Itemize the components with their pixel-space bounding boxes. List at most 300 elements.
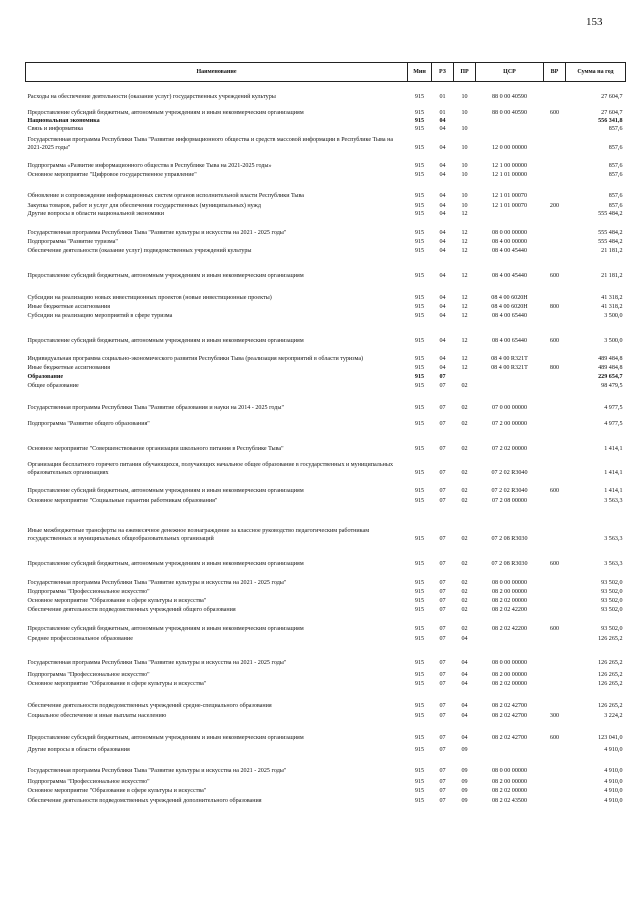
cell-sum: 93 502,0 (601, 588, 623, 595)
cell-min: 915 (414, 671, 425, 678)
cell-csr: 12 1 01 00070 (491, 202, 528, 209)
cell-min: 915 (414, 702, 425, 709)
cell-sum: 555 484,2 (598, 210, 623, 217)
table-row (26, 615, 626, 634)
cell-sum: 1 414,1 (604, 445, 623, 452)
cell-name: Обеспечение деятельности подведомственных учреждений дополнительного образования (27, 797, 262, 804)
cell-vr (544, 219, 566, 238)
cell-rz: 07 (439, 445, 446, 452)
cell-vr: 800 (549, 303, 560, 310)
cell-min: 915 (414, 497, 425, 504)
cell-pr: 04 (461, 659, 468, 666)
cell-min: 915 (414, 469, 425, 476)
cell-pr: 12 (461, 337, 468, 344)
cell-csr: 07 2 02 R3040 (491, 487, 528, 494)
cell-min: 915 (414, 787, 425, 794)
cell-pr: 10 (461, 144, 468, 151)
cell-name: Предоставление субсидий бюджетным, автономным учреждениям и иным некоммерческим организациям (27, 109, 304, 116)
table-row (26, 680, 626, 689)
cell-sum: 857,6 (608, 162, 623, 169)
cell-csr: 08 4 00 6020Н (491, 294, 528, 301)
cell-pr: 09 (461, 746, 468, 753)
cell-pr: 02 (461, 420, 468, 427)
cell-pr: 02 (461, 597, 468, 604)
cell-vr (544, 118, 566, 126)
cell-csr: 07 2 08 R3030 (491, 560, 528, 567)
cell-sum: 229 654,7 (598, 373, 623, 380)
cell-min: 915 (414, 171, 425, 178)
cell-pr: 02 (461, 487, 468, 494)
cell-pr: 09 (461, 797, 468, 804)
cell-pr: 12 (461, 294, 468, 301)
cell-sum: 489 484,8 (598, 355, 623, 362)
cell-sum: 27 604,7 (601, 93, 623, 100)
cell-csr: 08 2 02 42700 (491, 734, 528, 741)
cell-sum: 555 484,2 (598, 229, 623, 236)
cell-vr (544, 153, 566, 171)
cell-rz: 04 (439, 162, 446, 169)
cell-name: Расходы на обеспечение деятельности (оказание услуг) государственных учреждений культуры (27, 93, 276, 100)
cell-csr: 08 2 02 00000 (491, 680, 528, 687)
cell-name: Субсидии на реализацию мероприятий в сфере туризма (27, 312, 173, 319)
cell-min: 915 (414, 420, 425, 427)
cell-csr (476, 211, 544, 219)
cell-sum: 123 041,0 (598, 734, 623, 741)
cell-min: 915 (414, 767, 425, 774)
table-row (26, 391, 626, 413)
cell-csr: 08 2 00 00000 (491, 588, 528, 595)
cell-vr (544, 382, 566, 391)
cell-pr: 02 (461, 588, 468, 595)
cell-min: 915 (414, 247, 425, 254)
cell-min: 915 (414, 337, 425, 344)
cell-min: 915 (414, 535, 425, 542)
cell-csr: 12 0 00 00000 (491, 144, 528, 151)
table-row (26, 796, 626, 806)
cell-rz: 07 (439, 469, 446, 476)
cell-rz: 04 (439, 171, 446, 178)
cell-sum: 27 604,7 (601, 109, 623, 116)
cell-sum: 93 502,0 (601, 606, 623, 613)
cell-sum: 3 563,3 (604, 560, 623, 567)
cell-pr: 09 (461, 767, 468, 774)
cell-csr: 07 2 00 00000 (491, 420, 528, 427)
cell-min: 915 (414, 606, 425, 613)
table-row (26, 373, 626, 382)
cell-vr (544, 680, 566, 689)
cell-rz: 04 (439, 247, 446, 254)
cell-sum: 857,6 (608, 202, 623, 209)
table-row (26, 134, 626, 153)
cell-rz: 07 (439, 671, 446, 678)
table-row (26, 711, 626, 721)
cell-vr (544, 597, 566, 606)
cell-csr: 08 2 02 00000 (491, 787, 528, 794)
cell-vr (544, 569, 566, 588)
cell-sum: 126 265,2 (598, 671, 623, 678)
table-row (26, 126, 626, 134)
cell-vr (544, 634, 566, 644)
cell-min: 915 (414, 680, 425, 687)
cell-rz: 07 (439, 535, 446, 542)
cell-min: 915 (414, 797, 425, 804)
cell-pr: 12 (461, 355, 468, 362)
cell-csr: 08 0 00 00000 (491, 229, 528, 236)
cell-min: 915 (414, 597, 425, 604)
cell-min: 915 (414, 355, 425, 362)
table-row (26, 721, 626, 743)
cell-min: 915 (414, 202, 425, 209)
table-row (26, 776, 626, 787)
cell-vr (544, 644, 566, 668)
cell-rz: 01 (439, 93, 446, 100)
cell-vr (544, 413, 566, 429)
cell-vr: 600 (549, 560, 560, 567)
cell-vr (544, 588, 566, 597)
cell-vr (544, 776, 566, 787)
cell-csr (476, 373, 544, 382)
cell-csr: 08 2 00 00000 (491, 778, 528, 785)
cell-rz: 07 (439, 778, 446, 785)
cell-min: 915 (414, 487, 425, 494)
cell-sum: 126 265,2 (598, 702, 623, 709)
cell-vr (544, 787, 566, 796)
cell-csr: 08 2 02 42200 (491, 625, 528, 632)
cell-vr: 600 (549, 272, 560, 279)
cell-rz: 07 (439, 702, 446, 709)
cell-sum: 4 910,0 (604, 787, 623, 794)
cell-name: Основное мероприятие "Социальные гарантии работникам образования" (27, 497, 218, 504)
cell-sum: 4 910,0 (604, 746, 623, 753)
cell-sum: 3 224,2 (604, 712, 623, 719)
cell-min: 915 (414, 210, 425, 217)
table-row (26, 211, 626, 219)
cell-csr: 12 1 01 00070 (491, 192, 528, 199)
cell-rz: 04 (439, 303, 446, 310)
cell-sum: 3 563,3 (604, 535, 623, 542)
cell-name: Государственная программа Республики Тыва "Развитие культуры и искусства на 2021 - 2025 годы" (27, 767, 287, 774)
cell-vr (544, 668, 566, 680)
cell-name: Основное мероприятие "Цифровое государственное управление" (27, 171, 197, 178)
cell-min: 915 (414, 312, 425, 319)
cell-sum: 857,6 (608, 125, 623, 132)
cell-rz: 07 (439, 746, 446, 753)
cell-name: Государственная программа Республики Тыва "Развитие информационного общества и средств массовой информации в Республике Тыва на 2021-2025 годы" (27, 137, 394, 151)
cell-sum: 41 318,2 (601, 303, 623, 310)
table-row (26, 569, 626, 588)
cell-vr (544, 211, 566, 219)
cell-csr: 08 2 02 42700 (491, 712, 528, 719)
table-row (26, 668, 626, 680)
table-row (26, 644, 626, 668)
header-rz: РЗ (432, 63, 454, 82)
cell-min: 915 (414, 579, 425, 586)
cell-csr: 07 0 00 00000 (491, 404, 528, 411)
cell-name: Подпрограмма "Профессиональное искусство" (27, 588, 150, 595)
cell-csr: 07 2 02 00000 (491, 445, 528, 452)
table-row (26, 281, 626, 303)
table-row (26, 743, 626, 755)
cell-vr (544, 281, 566, 303)
cell-name: Иные бюджетные ассигнования (27, 303, 111, 310)
table-row (26, 478, 626, 496)
cell-csr: 08 2 02 00000 (491, 597, 528, 604)
cell-sum: 857,6 (608, 192, 623, 199)
cell-pr: 12 (461, 247, 468, 254)
cell-vr (544, 126, 566, 134)
cell-vr (544, 796, 566, 806)
cell-sum: 4 977,5 (604, 420, 623, 427)
cell-csr: 08 2 02 42200 (491, 606, 528, 613)
cell-pr: 10 (461, 192, 468, 199)
cell-vr (544, 373, 566, 382)
cell-min: 915 (414, 625, 425, 632)
cell-pr: 09 (461, 787, 468, 794)
cell-min: 915 (414, 238, 425, 245)
cell-name: Обновление и сопровождение информационных систем органов исполнительной власти Республики Тыва (27, 192, 304, 199)
cell-sum: 489 484,8 (598, 364, 623, 371)
cell-csr (476, 382, 544, 391)
cell-csr: 88 0 00 40590 (491, 93, 528, 100)
cell-name: Образование (27, 373, 64, 380)
cell-vr (544, 391, 566, 413)
cell-rz: 07 (439, 373, 446, 380)
cell-name: Основное мероприятие "Образование в сфере культуры и искусства" (27, 680, 207, 687)
cell-vr: 600 (549, 109, 560, 116)
cell-name: Предоставление субсидий бюджетным, автономным учреждениям и иным некоммерческим организациям (27, 337, 304, 344)
cell-csr: 08 2 02 43500 (491, 797, 528, 804)
table-row (26, 247, 626, 256)
cell-sum: 4 910,0 (604, 767, 623, 774)
cell-sum: 4 910,0 (604, 778, 623, 785)
cell-rz: 04 (439, 337, 446, 344)
cell-name: Национальная экономика (27, 117, 100, 124)
cell-name: Государственная программа Республики Тыва "Развитие культуры и искусства на 2021 - 2025 годы" (27, 579, 287, 586)
cell-name: Другие вопросы в области образования (27, 746, 130, 753)
cell-min: 915 (414, 778, 425, 785)
cell-rz: 04 (439, 238, 446, 245)
cell-pr: 04 (461, 680, 468, 687)
table-row (26, 413, 626, 429)
cell-rz: 07 (439, 579, 446, 586)
cell-name: Субсидии на реализацию новых инвестиционных проектов (новые инвестиционные проекты) (27, 294, 272, 301)
cell-vr: 600 (549, 734, 560, 741)
cell-name: Предоставление субсидий бюджетным, автономным учреждениям и иным некоммерческим организациям (27, 625, 304, 632)
cell-name: Подпрограмма "Профессиональное искусство" (27, 671, 150, 678)
cell-pr: 02 (461, 445, 468, 452)
cell-rz: 07 (439, 625, 446, 632)
cell-rz: 04 (439, 312, 446, 319)
cell-rz: 07 (439, 420, 446, 427)
cell-name: Государственная программа Республики Тыва "Развитие образования и науки на 2014 - 2025 годы" (27, 404, 284, 411)
cell-csr: 12 1 01 00000 (491, 171, 528, 178)
cell-min: 915 (414, 109, 425, 116)
cell-vr (544, 346, 566, 364)
table-row (26, 238, 626, 247)
cell-rz: 04 (439, 117, 446, 124)
cell-sum: 555 484,2 (598, 238, 623, 245)
cell-csr: 08 4 00 00000 (491, 238, 528, 245)
cell-vr (544, 689, 566, 711)
cell-min: 915 (414, 93, 425, 100)
cell-min: 915 (414, 117, 425, 124)
cell-name: Обеспечение деятельности (оказание услуг) подведомственных учреждений культуры (27, 247, 252, 254)
cell-rz: 07 (439, 680, 446, 687)
cell-csr (476, 634, 544, 644)
cell-vr (544, 429, 566, 454)
cell-min: 915 (414, 294, 425, 301)
cell-pr: 04 (461, 712, 468, 719)
cell-pr: 04 (461, 734, 468, 741)
cell-pr: 10 (461, 125, 468, 132)
cell-sum: 21 181,2 (601, 272, 623, 279)
cell-name: Подпрограмма "Развитие туризма" (27, 238, 118, 245)
cell-name: Подпрограмма «Развитие информационного общества в Республике Тыва на 2021-2025 годы» (27, 162, 272, 169)
cell-csr: 08 0 00 00000 (491, 659, 528, 666)
cell-vr (544, 454, 566, 478)
cell-name: Иные межбюджетные трансферты на ежемесячное денежное вознаграждение за классное руководство педагогическим работникам государственных и муниципальных общеобразовательных организаций (27, 528, 370, 542)
cell-pr: 12 (461, 312, 468, 319)
cell-name: Связь и информатика (27, 125, 83, 132)
cell-vr (544, 247, 566, 256)
cell-pr: 09 (461, 778, 468, 785)
table-row (26, 787, 626, 796)
table-row (26, 153, 626, 171)
cell-pr: 12 (461, 364, 468, 371)
table-row (26, 689, 626, 711)
cell-pr: 02 (461, 535, 468, 542)
cell-name: Основное мероприятие "Образование в сфере культуры и искусства" (27, 597, 207, 604)
header-sum: Сумма на год (566, 63, 626, 82)
cell-name: Подпрограмма "Развитие общего образования" (27, 420, 150, 427)
cell-sum: 3 500,0 (604, 312, 623, 319)
cell-name: Среднее профессиональное образование (27, 635, 133, 642)
cell-name: Государственная программа Республики Тыва "Развитие культуры и искусства на 2021 - 2025 годы" (27, 659, 287, 666)
cell-name: Другие вопросы в области национальной экономики (27, 210, 164, 217)
cell-sum: 93 502,0 (601, 625, 623, 632)
cell-rz: 07 (439, 560, 446, 567)
cell-min: 915 (414, 162, 425, 169)
table-row (26, 346, 626, 364)
cell-min: 915 (414, 445, 425, 452)
cell-pr: 10 (461, 93, 468, 100)
cell-pr: 02 (461, 469, 468, 476)
cell-vr (544, 496, 566, 506)
table-row (26, 118, 626, 126)
cell-csr (476, 743, 544, 755)
cell-csr: 08 4 00 R321Т (491, 355, 528, 362)
cell-rz: 07 (439, 404, 446, 411)
cell-csr: 12 1 00 00000 (491, 162, 528, 169)
cell-csr (476, 126, 544, 134)
cell-name: Предоставление субсидий бюджетным, автономным учреждениям и иным некоммерческим организациям (27, 487, 304, 494)
table-row (26, 102, 626, 118)
table-row (26, 454, 626, 478)
cell-name: Подпрограмма "Профессиональное искусство" (27, 778, 150, 785)
cell-sum: 21 181,2 (601, 247, 623, 254)
cell-sum: 4 910,0 (604, 797, 623, 804)
cell-sum: 126 265,2 (598, 680, 623, 687)
cell-sum: 1 414,1 (604, 487, 623, 494)
cell-csr: 08 4 00 45440 (491, 272, 528, 279)
cell-sum: 1 414,1 (604, 469, 623, 476)
cell-sum: 4 977,5 (604, 404, 623, 411)
cell-min: 915 (414, 144, 425, 151)
cell-vr (544, 171, 566, 180)
cell-name: Предоставление субсидий бюджетным, автономным учреждениям и иным некоммерческим организациям (27, 272, 304, 279)
cell-csr: 07 2 08 R3030 (491, 535, 528, 542)
cell-min: 915 (414, 303, 425, 310)
cell-csr: 08 2 00 00000 (491, 671, 528, 678)
cell-csr: 07 2 08 00000 (491, 497, 528, 504)
cell-csr: 08 4 00 45440 (491, 247, 528, 254)
cell-rz: 07 (439, 787, 446, 794)
cell-rz: 04 (439, 272, 446, 279)
cell-min: 915 (414, 229, 425, 236)
cell-rz: 04 (439, 144, 446, 151)
cell-pr: 04 (461, 671, 468, 678)
cell-sum: 556 341,8 (598, 117, 623, 124)
cell-csr: 08 4 00 R321Т (491, 364, 528, 371)
cell-csr (476, 118, 544, 126)
table-row (26, 544, 626, 569)
cell-name: Государственная программа Республики Тыва "Развитие культуры и искусства на 2021 - 2025 годы" (27, 229, 287, 236)
table-row (26, 219, 626, 238)
cell-rz: 07 (439, 487, 446, 494)
cell-csr: 07 2 02 R3040 (491, 469, 528, 476)
cell-vr: 800 (549, 364, 560, 371)
cell-pr (454, 373, 476, 382)
cell-rz: 07 (439, 606, 446, 613)
table-row (26, 256, 626, 281)
header-vr: ВР (544, 63, 566, 82)
header-pr: ПР (454, 63, 476, 82)
cell-name: Предоставление субсидий бюджетным, автономным учреждениям и иным некоммерческим организациям (27, 734, 304, 741)
cell-rz: 04 (439, 364, 446, 371)
cell-rz: 07 (439, 588, 446, 595)
cell-vr: 600 (549, 625, 560, 632)
header-csr: ЦСР (476, 63, 544, 82)
cell-pr: 02 (461, 404, 468, 411)
cell-pr: 02 (461, 382, 468, 389)
cell-pr: 12 (461, 303, 468, 310)
table-row (26, 429, 626, 454)
cell-min: 915 (414, 588, 425, 595)
cell-rz: 01 (439, 109, 446, 116)
cell-vr: 600 (549, 487, 560, 494)
cell-min: 915 (414, 635, 425, 642)
table-header-row (26, 63, 626, 82)
cell-pr: 12 (461, 272, 468, 279)
cell-vr (544, 755, 566, 776)
table-body (26, 82, 626, 806)
cell-name: Основное мероприятие "Образование в сфере культуры и искусства" (27, 787, 207, 794)
cell-csr: 08 0 00 00000 (491, 579, 528, 586)
cell-rz: 07 (439, 734, 446, 741)
cell-pr: 10 (461, 171, 468, 178)
cell-vr (544, 312, 566, 321)
cell-min: 915 (414, 560, 425, 567)
cell-sum: 126 265,2 (598, 635, 623, 642)
table-row (26, 597, 626, 606)
cell-pr: 02 (461, 625, 468, 632)
cell-csr: 88 0 00 40590 (491, 109, 528, 116)
cell-pr: 12 (461, 229, 468, 236)
table-row (26, 382, 626, 391)
cell-vr (544, 180, 566, 201)
cell-min: 915 (414, 272, 425, 279)
cell-rz: 04 (439, 202, 446, 209)
